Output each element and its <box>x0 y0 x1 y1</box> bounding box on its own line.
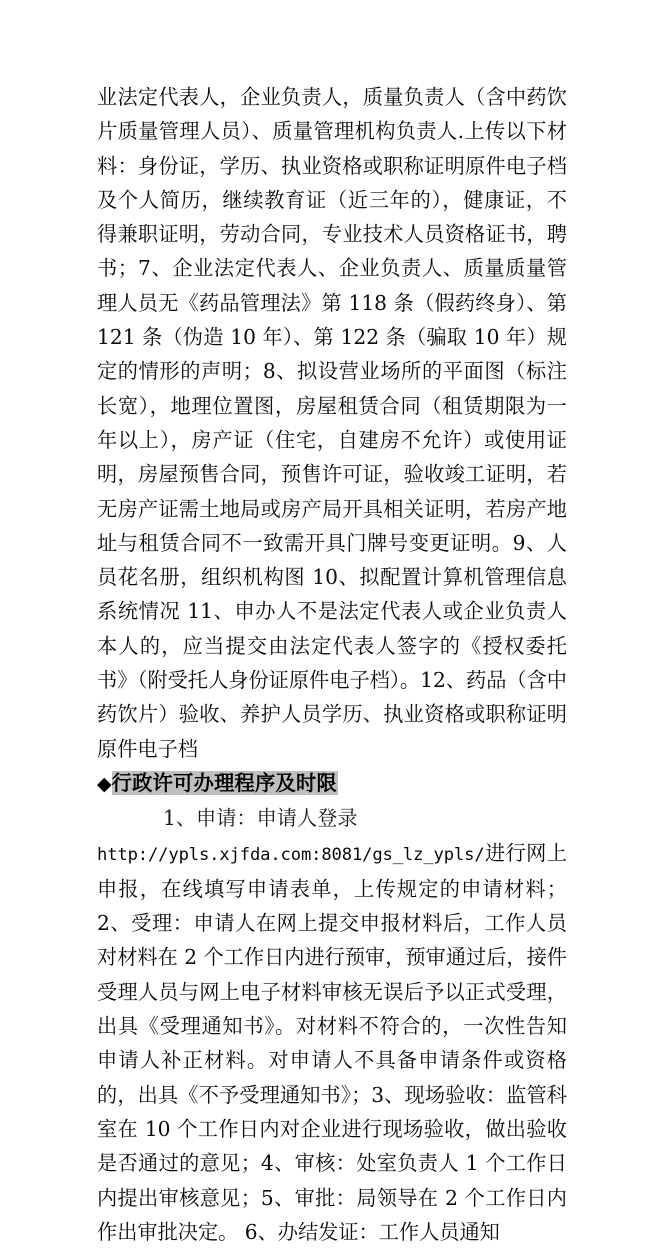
paragraph-procedure-detail <box>97 836 567 1249</box>
section-heading-text: 行政许可办理程序及时限 <box>111 770 337 795</box>
application-portal-url[interactable]: http://ypls.xjfda.com:8081/gs_lz_ypls/ <box>97 844 485 865</box>
diamond-bullet-icon: ◆ <box>97 772 112 795</box>
section-heading-administrative-licensing <box>97 766 567 801</box>
procedure-step-one-line: 1、申请：申请人登录 <box>163 806 358 831</box>
procedure-continuation-text: 进行网上申报，在线填写申请表单，上传规定的申请材料；2、受理：申请人在网上提交申报材料后，工作人员对材料在 2 个工作日内进行预审，预审通过后，接件受理人员与网上电子材料审核无误后予以正式受理，出具《受理通知书》。对材料不符合的，一次性告知申请人补正材料。对申请人不具备申请条件或资格的，出具《不予受理通知书》；3、现场验收：监管科室在 10 个工作日内对企业进行现场验收，做出验收是否通过的意见；4、审核：处室负责人 1 个工作日内提出审核意见；5、审批：局领导在 2 个工作日内作出审批决定。 6、办结发证：工作人员通知 <box>97 840 567 1244</box>
document-content <box>97 80 567 1249</box>
paragraph-application-materials: 业法定代表人，企业负责人，质量负责人（含中药饮片质量管理人员）、质量管理机构负责人.上传以下材料：身份证，学历、执业资格或职称证明原件电子档及个人简历，继续教育证（近三年的），健康证，不得兼职证明，劳动合同，专业技术人员资格证书，聘书；7、企业法定代表人、企业负责人、质量质量管理人员无《药品管理法》第 118 条（假药终身）、第 121 条（伪造 10 年）、第 122 条（骗取 10 年）规定的情形的声明；8、拟设营业场所的平面图（标注长宽），地理位置图，房屋租赁合同（租赁期限为一年以上），房产证（住宅，自建房不允许）或使用证明，房屋预售合同，预售许可证，验收竣工证明，若无房产证需土地局或房产局开具相关证明，若房产地址与租赁合同不一致需开具门牌号变更证明。9、人员花名册，组织机构图 10、拟配置计算机管理信息系统情况 11、申办人不是法定代表人或企业负责人本人的，应当提交由法定代表人签字的《授权委托书》（附受托人身份证原件电子档）。12、药品（含中药饮片）验收、养护人员学历、执业资格或职称证明原件电子档 <box>97 85 567 761</box>
